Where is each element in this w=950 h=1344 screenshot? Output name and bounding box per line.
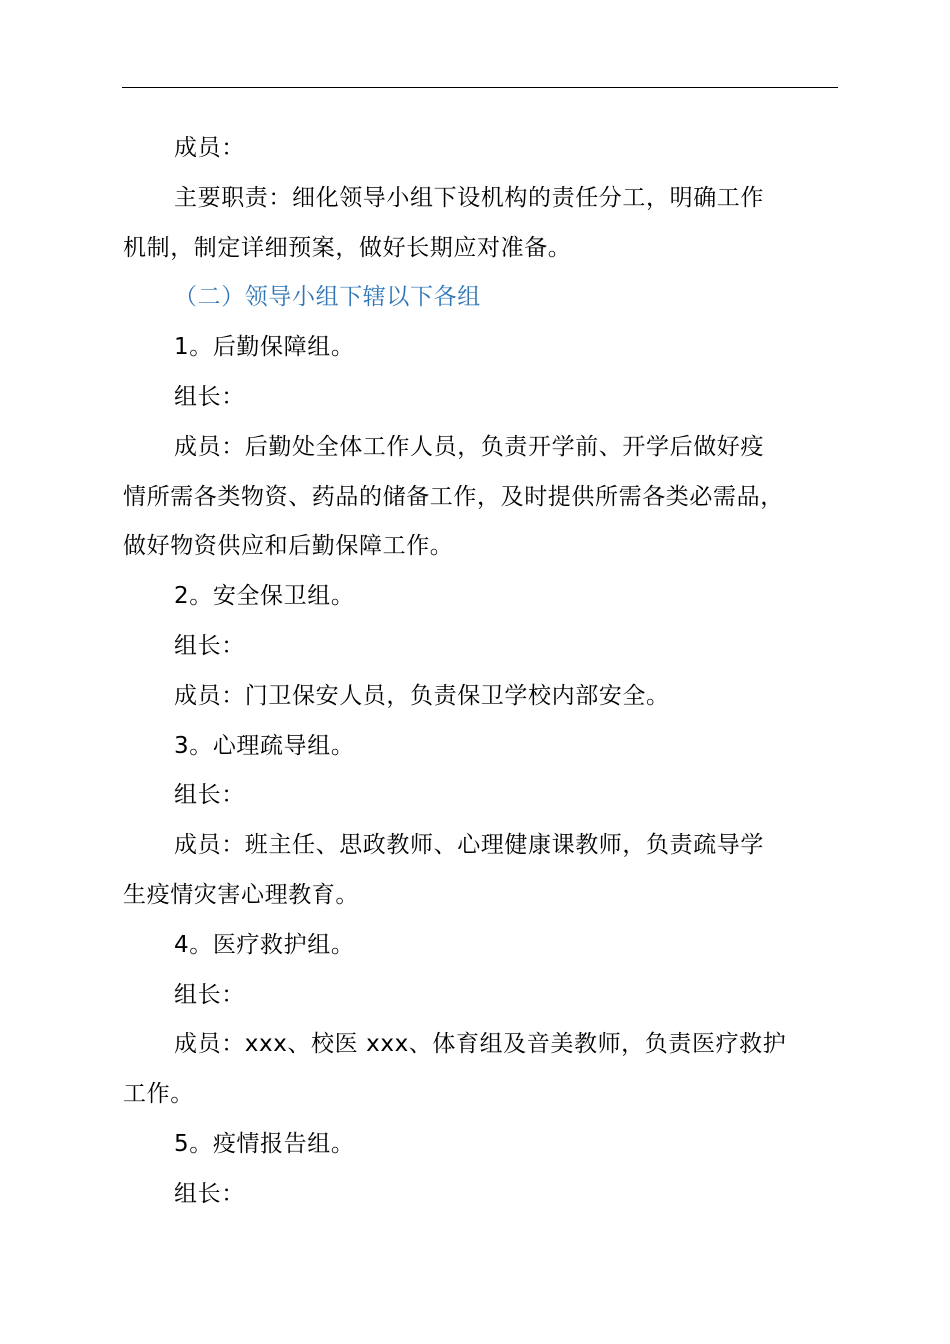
text-line: 组长： <box>174 632 245 659</box>
group-title-security <box>123 572 863 622</box>
group-members-counseling <box>123 821 863 921</box>
text-line: 生疫情灾害心理教育。 <box>123 881 359 908</box>
text-line: 主要职责：细化领导小组下设机构的责任分工，明确工作 <box>174 184 764 211</box>
text-line: 5。疫情报告组。 <box>174 1130 355 1157</box>
paragraph-main-duties <box>123 174 863 274</box>
text-line: 做好物资供应和后勤保障工作。 <box>123 533 454 560</box>
group-title-logistics <box>123 323 863 373</box>
text-line: 成员： <box>174 135 245 161</box>
group-members-security <box>123 672 863 722</box>
heading-line: （二）领导小组下辖以下各组 <box>174 284 481 311</box>
text-line: 3。心理疏导组。 <box>174 732 355 759</box>
text-line: 工作。 <box>123 1081 194 1108</box>
group-leader-security <box>123 622 863 672</box>
group-members-logistics <box>123 423 863 572</box>
text-line: 组长： <box>174 981 245 1008</box>
group-title-counseling <box>123 722 863 772</box>
group-members-medical <box>123 1020 863 1120</box>
header-rule <box>122 87 838 88</box>
text-line: 组长： <box>174 1180 245 1207</box>
group-leader-logistics <box>123 373 863 423</box>
paragraph-members-1 <box>123 124 863 174</box>
group-leader-reporting <box>123 1170 863 1220</box>
text-line: 机制，制定详细预案，做好长期应对准备。 <box>123 234 572 261</box>
text-line: 成员：门卫保安人员，负责保卫学校内部安全。 <box>174 682 670 709</box>
group-title-medical <box>123 921 863 971</box>
section-heading <box>123 273 863 323</box>
group-title-reporting <box>123 1120 863 1170</box>
text-line: 组长： <box>174 383 245 410</box>
group-leader-counseling <box>123 771 863 821</box>
group-leader-medical <box>123 971 863 1021</box>
text-line: 1。后勤保障组。 <box>174 334 355 361</box>
text-line: 2。安全保卫组。 <box>174 583 355 610</box>
text-line: 成员：后勤处全体工作人员，负责开学前、开学后做好疫 <box>174 433 764 460</box>
body-text <box>123 124 863 1220</box>
text-line: 组长： <box>174 782 245 809</box>
text-line: 4。医疗救护组。 <box>174 931 355 958</box>
text-line: 成员：xxx、校医 xxx、体育组及音美教师，负责医疗救护 <box>174 1031 787 1058</box>
text-line: 成员：班主任、思政教师、心理健康课教师，负责疏导学 <box>174 832 764 859</box>
text-line: 情所需各类物资、药品的储备工作，及时提供所需各类必需品， <box>123 483 784 510</box>
